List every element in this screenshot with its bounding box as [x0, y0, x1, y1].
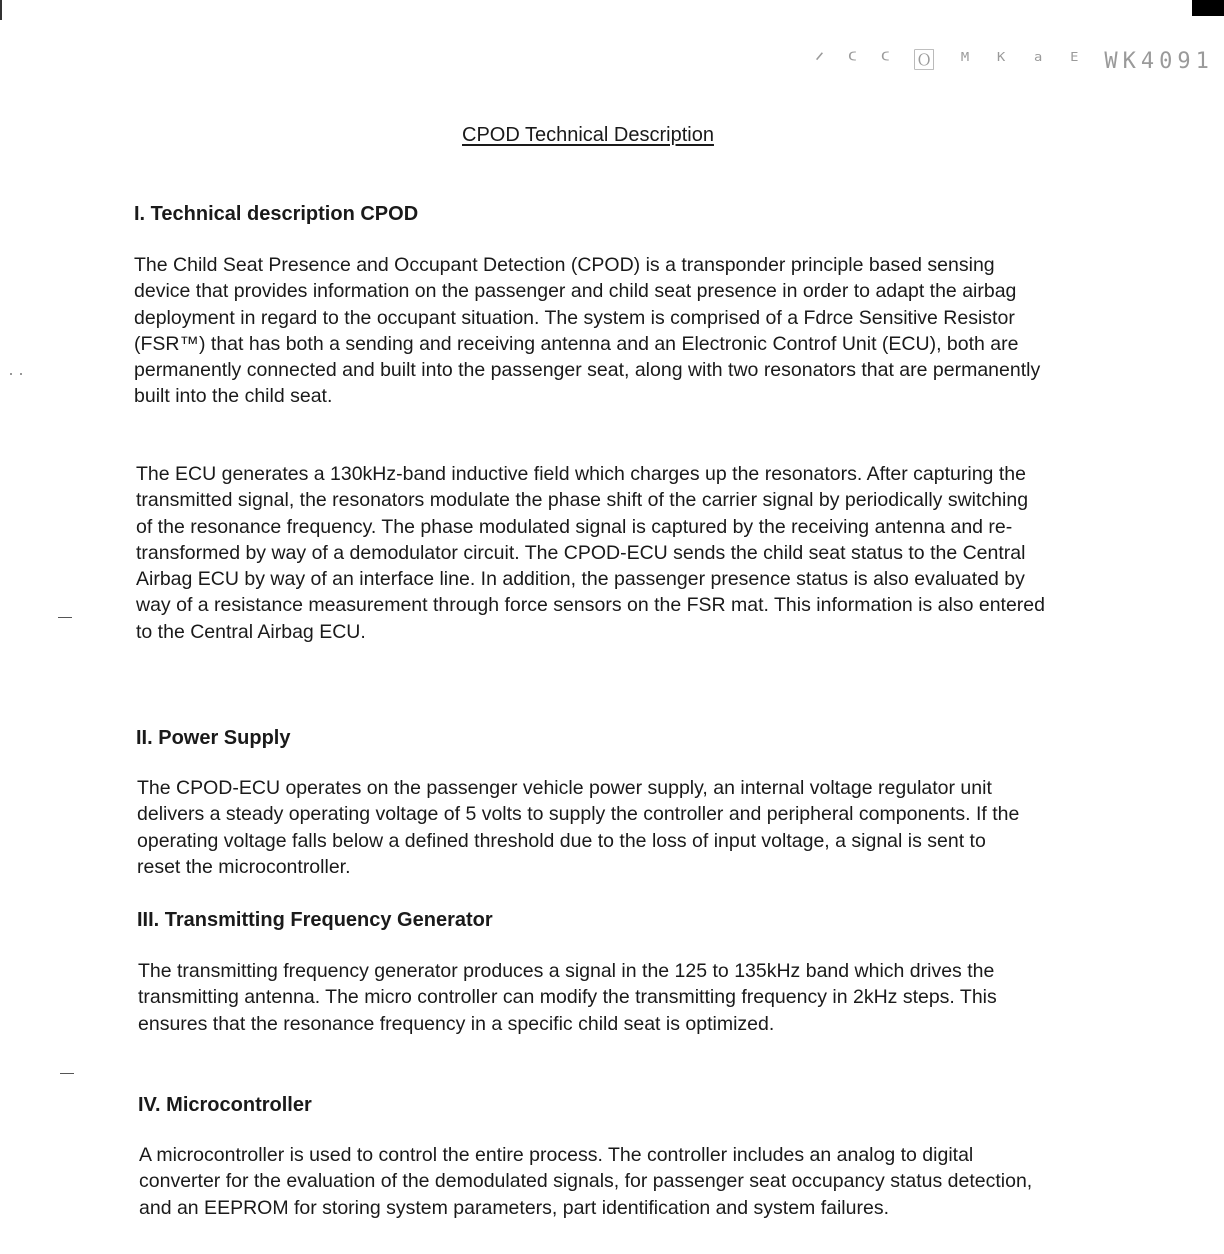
section-heading-transmitting-frequency-generator: III. Transmitting Frequency Generator — [137, 909, 493, 931]
scan-edge-mark — [0, 0, 2, 20]
scan-speck — [10, 373, 12, 375]
document-title: CPOD Technical Description — [462, 124, 714, 146]
section-heading-technical-description: I. Technical description CPOD — [134, 203, 419, 225]
section-paragraph: The transmitting frequency generator produces a signal in the 125 to 135kHz band which drives the transmitting antenna. The micro controller can modify the transmitting frequency in 2kHz steps. This ensures that the resonance frequency in a specific child seat is optimized. — [138, 960, 997, 1035]
scan-mark — [60, 1073, 74, 1074]
document-stamp: ᐟ ᑦ ᑦ 🄾 ᴹ ᴷ ᵃ ᴱ WK4091 — [815, 49, 1214, 74]
scan-mark — [58, 617, 72, 618]
scan-speck — [20, 373, 22, 375]
section-paragraph: The CPOD-ECU operates on the passenger vehicle power supply, an internal voltage regulator unit delivers a steady operating voltage of 5 volts to supply the controller and peripheral components. If the operating voltage falls below a defined threshold due to the loss of input voltage, a signal is sent to reset the microcontroller. — [137, 777, 1020, 878]
section-paragraph: The ECU generates a 130kHz-band inductive field which charges up the resonators. After capturing the transmitted signal, the resonators modulate the phase shift of the carrier signal by periodically switching of the resonance frequency. The phase modulated signal is captured by the receiving antenna and re-transformed by way of a demodulator circuit. The CPOD-ECU sends the child seat status to the Central Airbag ECU by way of an interface line. In addition, the passenger presence status is also evaluated by way of a resistance measurement through force sensors on the FSR mat. This information is also entered to the Central Airbag ECU. — [136, 463, 1045, 643]
scan-corner-mark — [1192, 0, 1224, 16]
section-paragraph: The Child Seat Presence and Occupant Detection (CPOD) is a transponder principle based sensing device that provides information on the passenger and child seat presence in order to adapt the airbag deployment in regard to the occupant situation. The system is comprised of a Fdrce Sensitive Resistor (FSR™) that has both a sending and receiving antenna and an Electronic Controf Unit (ECU), both are permanently connected and built into the passenger seat, along with two resonators that are permanently built into the child seat. — [134, 254, 1041, 408]
section-heading-microcontroller: IV. Microcontroller — [138, 1094, 312, 1116]
section-paragraph: A microcontroller is used to control the entire process. The controller includes an analog to digital converter for the evaluation of the demodulated signals, for passenger seat occupancy status detection, and an EEPROM for storing system parameters, part identification and system failures. — [139, 1144, 1033, 1219]
section-heading-power-supply: II. Power Supply — [136, 727, 291, 749]
